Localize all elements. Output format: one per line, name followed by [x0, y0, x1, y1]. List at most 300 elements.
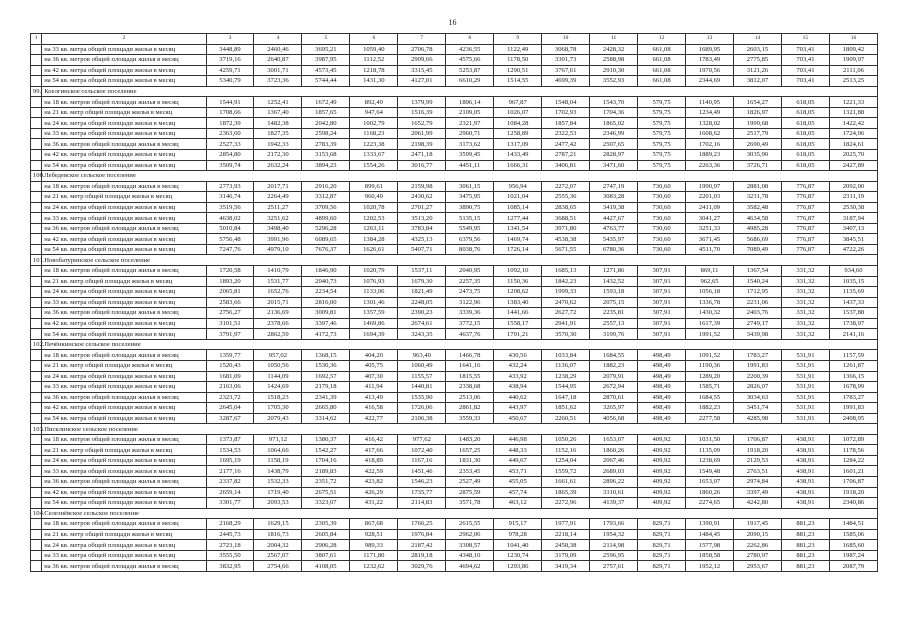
value-cell: 1171,80 — [350, 550, 398, 561]
value-cell: 1695,19 — [206, 455, 254, 466]
row-number-cell — [31, 192, 42, 203]
value-cell: 455,05 — [494, 476, 542, 487]
value-cell: 1826,97 — [734, 107, 782, 118]
value-cell: 3314,62 — [302, 413, 350, 424]
value-cell: 438,91 — [781, 476, 829, 487]
value-cell: 1546,23 — [398, 476, 446, 487]
value-cell: 2114,83 — [398, 498, 446, 509]
value-cell: 2189,83 — [302, 466, 350, 477]
value-cell: 409,92 — [638, 434, 686, 445]
value-cell: 1821,49 — [398, 287, 446, 298]
table-row — [31, 287, 878, 298]
value-cell: 3767,61 — [542, 65, 590, 76]
value-cell: 5756,48 — [206, 234, 254, 245]
value-cell: 2234,54 — [302, 287, 350, 298]
column-number: 5 — [302, 34, 350, 45]
column-number: 8 — [446, 34, 494, 45]
value-cell: 1815,55 — [446, 371, 494, 382]
value-cell: 2828,97 — [590, 150, 638, 161]
row-label: на 42 кв. метра общей площади жилья в месяц — [42, 234, 206, 245]
value-cell: 3339,36 — [446, 308, 494, 319]
value-cell: 730,60 — [638, 223, 686, 234]
value-cell: 1091,52 — [686, 350, 734, 361]
value-cell: 2260,51 — [542, 413, 590, 424]
value-cell: 1085,14 — [494, 202, 542, 213]
table-body — [31, 34, 878, 572]
row-number-cell — [31, 540, 42, 551]
value-cell: 1654,27 — [734, 97, 782, 108]
row-number-cell — [31, 392, 42, 403]
value-cell: 1178,50 — [494, 55, 542, 66]
value-cell: 409,92 — [638, 487, 686, 498]
value-cell: 2111,06 — [829, 65, 877, 76]
value-cell: 1020,79 — [350, 266, 398, 277]
row-label: на 36 кв. метров общей площади жилья в месяц — [42, 476, 206, 487]
value-cell: 1712,95 — [734, 287, 782, 298]
value-cell: 3308,57 — [446, 540, 494, 551]
value-cell: 2517,79 — [734, 128, 782, 139]
value-cell: 4427,67 — [590, 213, 638, 224]
value-cell: 1441,66 — [494, 308, 542, 319]
value-cell: 2321,97 — [446, 118, 494, 129]
value-cell: 1893,20 — [206, 276, 254, 287]
value-cell: 4763,77 — [590, 223, 638, 234]
column-number: 7 — [398, 34, 446, 45]
value-cell: 1726,14 — [494, 244, 542, 255]
value-cell: 1702,16 — [686, 139, 734, 150]
value-cell: 307,91 — [638, 276, 686, 287]
value-cell: 661,08 — [638, 76, 686, 87]
value-cell: 1258,89 — [494, 128, 542, 139]
value-cell: 1626,61 — [350, 244, 398, 255]
value-cell: 1535,90 — [398, 392, 446, 403]
value-cell: 3397,46 — [302, 318, 350, 329]
value-cell: 1379,99 — [398, 97, 446, 108]
value-cell: 618,05 — [781, 160, 829, 171]
row-label: на 33 кв. метра общей площади жилья в месяц — [42, 466, 206, 477]
value-cell: 409,92 — [638, 466, 686, 477]
value-cell: 934,60 — [829, 266, 877, 277]
row-number-cell — [31, 498, 42, 509]
value-cell: 4285,98 — [734, 413, 782, 424]
value-cell: 2588,98 — [590, 55, 638, 66]
value-cell: 3582,48 — [734, 202, 782, 213]
value-cell: 307,91 — [638, 287, 686, 298]
value-cell: 1842,23 — [542, 276, 590, 287]
value-cell: 2231,06 — [734, 297, 782, 308]
section-title: Селезнёвское сельское поселение — [42, 508, 878, 519]
value-cell: 1652,79 — [398, 118, 446, 129]
value-cell: 1341,54 — [494, 223, 542, 234]
value-cell: 1383,40 — [494, 297, 542, 308]
value-cell: 963,40 — [398, 350, 446, 361]
value-cell: 1208,62 — [494, 287, 542, 298]
value-cell: 2854,80 — [206, 150, 254, 161]
value-cell: 1357,59 — [350, 308, 398, 319]
value-cell: 3407,13 — [829, 223, 877, 234]
value-cell: 1719,40 — [254, 487, 302, 498]
row-number-cell — [31, 382, 42, 393]
value-cell: 5253,87 — [446, 65, 494, 76]
value-cell: 1809,42 — [829, 44, 877, 55]
value-cell: 967,87 — [494, 97, 542, 108]
value-cell: 417,66 — [350, 445, 398, 456]
value-cell: 5435,97 — [590, 234, 638, 245]
row-number-cell — [31, 244, 42, 255]
value-cell: 3419,38 — [590, 202, 638, 213]
table-row — [31, 65, 878, 76]
value-cell: 1738,97 — [829, 318, 877, 329]
value-cell: 440,62 — [494, 392, 542, 403]
value-cell: 1484,45 — [686, 529, 734, 540]
value-cell: 3122,96 — [446, 297, 494, 308]
value-cell: 2916,20 — [302, 181, 350, 192]
value-cell: 5549,95 — [446, 223, 494, 234]
value-cell: 956,94 — [494, 181, 542, 192]
row-label: на 21 кв. метр общей площади жилья в месяц — [42, 192, 206, 203]
value-cell: 1422,42 — [829, 118, 877, 129]
table-row — [31, 192, 878, 203]
value-cell: 3555,50 — [206, 550, 254, 561]
value-cell: 2953,67 — [734, 561, 782, 572]
value-cell: 977,62 — [398, 434, 446, 445]
value-cell: 2248,05 — [398, 297, 446, 308]
row-label: на 54 кв. метра общей площади жилья в месяц — [42, 329, 206, 340]
value-cell: 1158,19 — [254, 455, 302, 466]
value-cell: 2596,95 — [590, 550, 638, 561]
value-cell: 1999,33 — [542, 287, 590, 298]
value-cell: 409,92 — [638, 455, 686, 466]
value-cell: 4511,70 — [686, 244, 734, 255]
table-row — [31, 160, 878, 171]
table-row — [31, 308, 878, 319]
value-cell: 1284,22 — [829, 455, 877, 466]
value-cell: 2861,82 — [446, 403, 494, 414]
column-number: 3 — [206, 34, 254, 45]
value-cell: 2477,42 — [542, 139, 590, 150]
value-cell: 2025,70 — [829, 150, 877, 161]
value-cell: 1629,15 — [254, 519, 302, 530]
value-cell: 703,41 — [781, 76, 829, 87]
value-cell: 2257,35 — [446, 276, 494, 287]
value-cell: 881,23 — [781, 550, 829, 561]
value-cell: 1223,38 — [350, 139, 398, 150]
value-cell: 618,05 — [781, 107, 829, 118]
value-cell: 2780,97 — [734, 550, 782, 561]
row-label: на 24 кв. метра общей площади жилья в месяц — [42, 455, 206, 466]
value-cell: 579,75 — [638, 139, 686, 150]
value-cell: 2645,04 — [206, 403, 254, 414]
value-cell: 331,32 — [781, 287, 829, 298]
value-cell: 1689,95 — [686, 44, 734, 55]
value-cell: 1261,87 — [829, 360, 877, 371]
value-cell: 579,75 — [638, 97, 686, 108]
table-row — [31, 128, 878, 139]
value-cell: 1232,62 — [350, 561, 398, 572]
value-cell: 1290,51 — [494, 65, 542, 76]
value-cell: 1882,23 — [686, 403, 734, 414]
value-cell: 2172,30 — [254, 150, 302, 161]
value-cell: 1140,95 — [686, 97, 734, 108]
value-cell: 1783,27 — [734, 350, 782, 361]
value-cell: 3519,56 — [206, 202, 254, 213]
value-cell: 1783,27 — [829, 392, 877, 403]
value-cell: 2513,25 — [829, 76, 877, 87]
value-cell: 2322,53 — [542, 128, 590, 139]
value-cell: 3812,07 — [734, 76, 782, 87]
section-header-row — [31, 86, 878, 97]
value-cell: 4575,66 — [446, 55, 494, 66]
value-cell: 411,94 — [350, 382, 398, 393]
value-cell: 892,49 — [350, 97, 398, 108]
value-cell: 1059,40 — [350, 44, 398, 55]
value-cell: 1031,50 — [686, 434, 734, 445]
value-cell: 3571,78 — [446, 498, 494, 509]
value-cell: 498,49 — [638, 382, 686, 393]
value-cell: 1827,35 — [254, 128, 302, 139]
value-cell: 1437,33 — [829, 297, 877, 308]
table-row — [31, 76, 878, 87]
value-cell: 307,91 — [638, 297, 686, 308]
row-label: на 24 кв. метра общей площади жилья в месяц — [42, 540, 206, 551]
value-cell: 1469,86 — [350, 318, 398, 329]
table-row — [31, 487, 878, 498]
value-cell: 1858,58 — [686, 550, 734, 561]
table-row — [31, 434, 878, 445]
value-cell: 1653,07 — [590, 434, 638, 445]
value-cell: 1466,78 — [446, 350, 494, 361]
value-cell: 1542,27 — [302, 445, 350, 456]
value-cell: 1373,87 — [206, 434, 254, 445]
value-cell: 1431,30 — [350, 76, 398, 87]
value-cell: 307,91 — [638, 318, 686, 329]
value-cell: 881,23 — [781, 529, 829, 540]
value-cell: 1991,83 — [829, 403, 877, 414]
value-cell: 2201,03 — [686, 192, 734, 203]
value-cell: 3231,78 — [734, 192, 782, 203]
value-cell: 407,30 — [350, 371, 398, 382]
value-cell: 7089,49 — [734, 244, 782, 255]
value-cell: 3315,45 — [398, 65, 446, 76]
value-cell: 3251,62 — [254, 213, 302, 224]
value-cell: 1520,43 — [206, 360, 254, 371]
value-cell: 423,82 — [350, 476, 398, 487]
value-cell: 3301,73 — [542, 55, 590, 66]
table-row — [31, 476, 878, 487]
value-cell: 2473,75 — [446, 287, 494, 298]
value-cell: 1544,95 — [542, 382, 590, 393]
value-cell: 1990,97 — [686, 181, 734, 192]
row-label: на 42 кв. метра общей площади жилья в месяц — [42, 318, 206, 329]
value-cell: 776,87 — [781, 234, 829, 245]
value-cell: 579,75 — [638, 107, 686, 118]
value-cell: 1704,36 — [590, 107, 638, 118]
value-cell: 2689,03 — [590, 466, 638, 477]
value-cell: 776,87 — [781, 223, 829, 234]
value-cell: 3153,68 — [302, 150, 350, 161]
value-cell: 2040,95 — [446, 266, 494, 277]
value-cell: 4056,68 — [590, 413, 638, 424]
value-cell: 1652,76 — [254, 287, 302, 298]
column-number: 12 — [638, 34, 686, 45]
value-cell: 1056,18 — [686, 287, 734, 298]
value-cell: 307,91 — [638, 308, 686, 319]
value-cell: 881,23 — [781, 561, 829, 572]
value-cell: 2040,73 — [302, 276, 350, 287]
value-cell: 4236,55 — [446, 44, 494, 55]
value-cell: 1150,36 — [494, 276, 542, 287]
value-cell: 3199,76 — [590, 329, 638, 340]
value-cell: 3772,15 — [446, 318, 494, 329]
value-cell: 5744,44 — [302, 76, 350, 87]
value-cell: 1076,93 — [350, 276, 398, 287]
value-cell: 957,02 — [254, 350, 302, 361]
value-cell: 829,71 — [638, 561, 686, 572]
value-cell: 3498,40 — [254, 223, 302, 234]
value-cell: 1336,78 — [686, 297, 734, 308]
value-cell: 3397,49 — [734, 487, 782, 498]
value-cell: 1484,51 — [829, 519, 877, 530]
value-cell: 1577,98 — [686, 540, 734, 551]
value-cell: 4139,37 — [590, 498, 638, 509]
row-number-cell — [31, 181, 42, 192]
value-cell: 409,92 — [638, 476, 686, 487]
value-cell: 1002,79 — [350, 118, 398, 129]
value-cell: 1860,26 — [590, 445, 638, 456]
value-cell: 1289,20 — [686, 371, 734, 382]
value-cell: 2557,13 — [590, 318, 638, 329]
value-cell: 2403,76 — [734, 308, 782, 319]
value-cell: 433,92 — [494, 371, 542, 382]
table-row — [31, 466, 878, 477]
value-cell: 1544,91 — [206, 97, 254, 108]
row-number-cell — [31, 297, 42, 308]
value-cell: 2198,39 — [398, 139, 446, 150]
row-label: на 33 кв. метра общей площади жилья в месяц — [42, 550, 206, 561]
value-cell: 4172,73 — [302, 329, 350, 340]
value-cell: 3041,27 — [686, 213, 734, 224]
value-cell: 448,33 — [494, 445, 542, 456]
value-cell: 2042,80 — [302, 118, 350, 129]
value-cell: 2754,66 — [254, 561, 302, 572]
value-cell: 1585,06 — [829, 529, 877, 540]
value-cell: 730,60 — [638, 202, 686, 213]
value-cell: 2159,98 — [398, 181, 446, 192]
table-row — [31, 44, 878, 55]
value-cell: 1882,23 — [590, 360, 638, 371]
row-number-cell — [31, 360, 42, 371]
section-header-row — [31, 255, 878, 266]
value-cell: 1238,29 — [542, 371, 590, 382]
value-cell: 1684,55 — [686, 392, 734, 403]
value-cell: 1720,58 — [206, 266, 254, 277]
value-cell: 2511,27 — [254, 202, 302, 213]
value-cell: 1824,61 — [829, 139, 877, 150]
value-cell: 422,59 — [350, 466, 398, 477]
value-cell: 2583,66 — [206, 297, 254, 308]
value-cell: 947,64 — [350, 107, 398, 118]
row-number-cell — [31, 550, 42, 561]
value-cell: 1514,55 — [494, 76, 542, 87]
value-cell: 498,49 — [638, 392, 686, 403]
value-cell: 829,71 — [638, 540, 686, 551]
row-label: на 18 кв. метров общей площади жилья в месяц — [42, 266, 206, 277]
value-cell: 4573,45 — [302, 65, 350, 76]
value-cell: 2430,62 — [398, 192, 446, 203]
row-number-cell — [31, 308, 42, 319]
value-cell: 1685,60 — [829, 540, 877, 551]
value-cell: 899,61 — [350, 181, 398, 192]
value-cell: 531,91 — [781, 403, 829, 414]
section-number: 102. — [31, 339, 42, 350]
value-cell: 1424,69 — [254, 382, 302, 393]
row-label: на 42 кв. метра общей площади жилья в месяц — [42, 403, 206, 414]
value-cell: 457,74 — [494, 487, 542, 498]
value-cell: 2235,81 — [590, 308, 638, 319]
table-row — [31, 139, 878, 150]
value-cell: 3987,95 — [302, 55, 350, 66]
table-row — [31, 97, 878, 108]
value-cell: 1271,86 — [590, 266, 638, 277]
value-cell: 579,75 — [638, 118, 686, 129]
row-label: на 24 кв. метра общей площади жилья в месяц — [42, 118, 206, 129]
value-cell: 3009,81 — [302, 308, 350, 319]
table-row — [31, 403, 878, 414]
value-cell: 1706,87 — [734, 434, 782, 445]
value-cell: 1321,88 — [829, 107, 877, 118]
value-cell: 3832,95 — [206, 561, 254, 572]
value-cell: 3265,97 — [590, 403, 638, 414]
table-row — [31, 392, 878, 403]
value-cell: 1367,40 — [254, 107, 302, 118]
value-cell: 3570,30 — [542, 329, 590, 340]
value-cell: 1704,16 — [302, 455, 350, 466]
value-cell: 1410,79 — [254, 266, 302, 277]
value-cell: 2909,66 — [398, 55, 446, 66]
table-row — [31, 276, 878, 287]
value-cell: 2603,15 — [734, 44, 782, 55]
value-cell: 1112,52 — [350, 55, 398, 66]
value-cell: 3723,36 — [254, 76, 302, 87]
row-number-cell — [31, 403, 42, 414]
value-cell: 1918,20 — [734, 445, 782, 456]
table-row — [31, 213, 878, 224]
value-cell: 1559,72 — [542, 466, 590, 477]
value-cell: 829,71 — [638, 529, 686, 540]
value-cell: 2672,94 — [590, 382, 638, 393]
page-number: 16 — [448, 18, 457, 27]
value-cell: 418,89 — [350, 455, 398, 466]
section-title: Коелгинское сельское поселение — [42, 86, 878, 97]
column-number: 14 — [734, 34, 782, 45]
value-cell: 531,91 — [781, 413, 829, 424]
value-cell: 1530,36 — [302, 360, 350, 371]
value-cell: 1190,36 — [686, 360, 734, 371]
value-cell: 1384,28 — [350, 234, 398, 245]
value-cell: 3513,20 — [398, 213, 446, 224]
value-cell: 3310,61 — [590, 487, 638, 498]
value-cell: 2674,61 — [398, 318, 446, 329]
value-cell: 2411,09 — [686, 202, 734, 213]
value-cell: 2675,51 — [302, 487, 350, 498]
value-cell: 3971,80 — [542, 223, 590, 234]
value-cell: 1178,56 — [829, 445, 877, 456]
value-cell: 2363,60 — [206, 128, 254, 139]
value-cell: 3312,87 — [302, 192, 350, 203]
value-cell: 881,23 — [781, 540, 829, 551]
value-cell: 1072,40 — [398, 445, 446, 456]
value-cell: 978,28 — [494, 529, 542, 540]
